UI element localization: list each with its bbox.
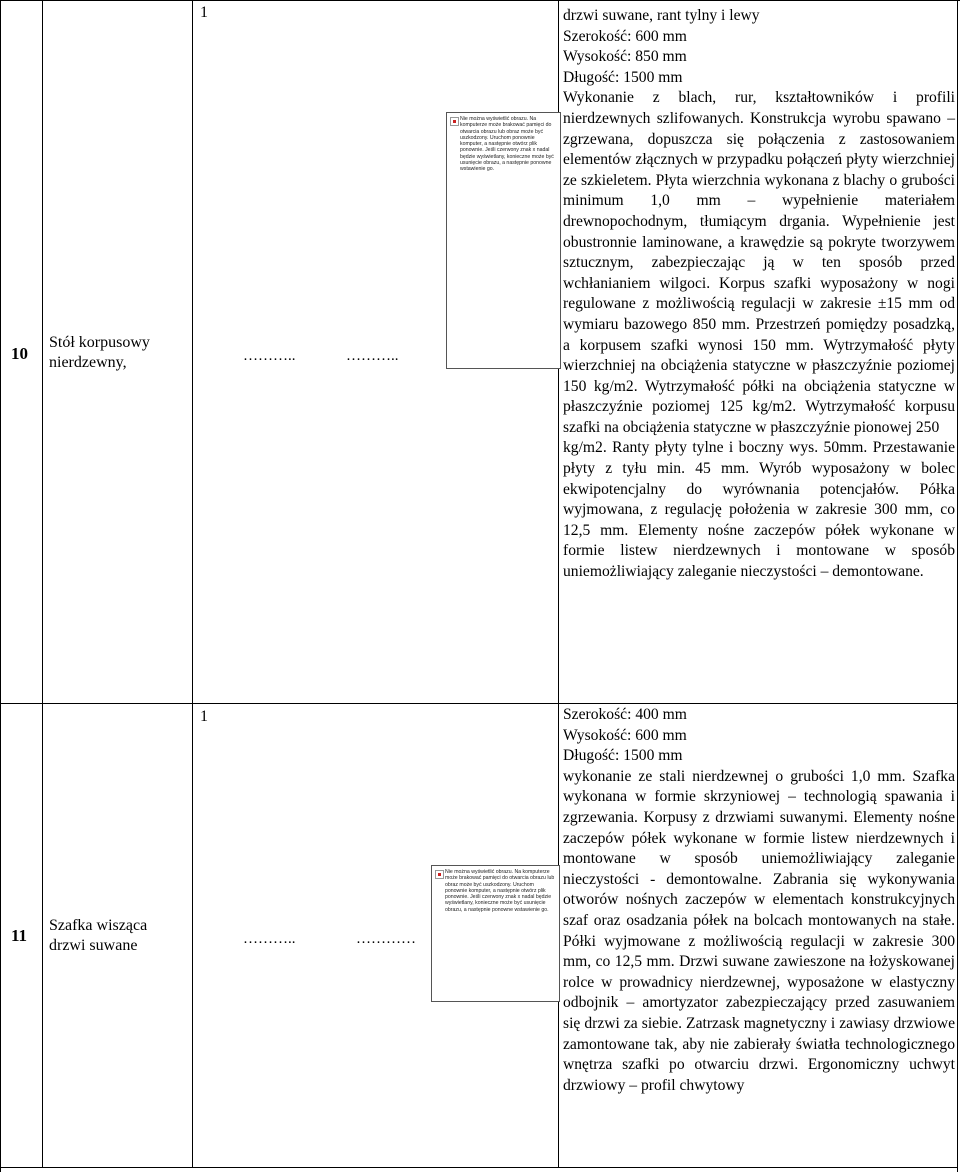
broken-image-placeholder [446,112,561,369]
table-border-bottom [0,1167,958,1168]
broken-image-icon [450,117,459,126]
broken-image-placeholder [431,865,560,1002]
item-name [49,333,150,373]
description-line: Wysokość: 850 mm [563,48,687,66]
description-paragraph: Wykonanie z blach, rur, kształtowników i profili nierdzewnych szlifowanych. Konstrukcja wyrobu spawano – zgrzewana, dopuszcza się połączenia z zastosowaniem elementów złącznych w przypadku połączeń płyty wierzchniej ze szkieletem. Płyta wierzchnia wykonana z blachy o grubości minimum 1,0 mm – wypełnienie materiałem drewnopochodnym, tłumiącym drgania. Wypełnienie jest obustronnie laminowane, a krawędzie są pokryte tworzywem sztucznym, zabezpieczając ją w ten sposób przed wchłanianiem wilgoci. Korpus szafki wyposażony w nogi regulowane z możliwością regulacji w zakresie ±15 mm od wymiaru bazowego 850 mm. Przestrzeń pomiędzy posadzką, a korpusem szafki wynosi 150 mm. Wytrzymałość płyty wierzchniej na obciążenia statyczne w płaszczyźnie poziomej 150 kg/m2. Wytrzymałość półki na obciążenia statyczne w płaszczyźnie poziomej 125 kg/m2. Wytrzymałość korpusu szafki na obciążenia statyczne w płaszczyźnie pionowej 250 [563,89,955,436]
column-divider-1 [42,0,43,1168]
description-paragraph: kg/m2. Ranty płyty tylne i boczny wys. 50mm. Przestawanie płyty z tyłu min. 45 mm. Wyrób wyposażony w bolec ekwipotencjalny do wyrównania potencjałów. Półka wyjmowana, z regulację położenia w zakresie 300 mm, co 12,5 mm. Elementy nośne zaczepów półek wykonane w formie listew nierdzewnych i montowane w sposób uniemożliwiający zaleganie nieczystości – demontowane. [563,439,955,581]
item-name [49,916,147,956]
placeholder-dots: ………… [356,931,416,947]
placeholder-dots: ……….. [243,931,296,947]
description-line: drzwi suwane, rant tylny i lewy [563,7,760,24]
placeholder-dots: ……….. [243,348,296,364]
description-line: Długość: 1500 mm [563,747,683,765]
broken-image-icon [435,870,444,879]
item-quantity: 1 [200,708,208,725]
image-error-message: Nie można wyświetlić obrazu. Na komputerze może brakować pamięci do otwarcia obrazu lub obraz może być uszkodzony. Uruchom ponownie komputer, a następnie otwórz plik ponownie. Jeśli czerwony znak x nadal będzie wyświetlany, konieczne może być usunięcie obrazu, a następnie ponowne wstawienie go. [460,116,554,173]
description-line: Wysokość: 600 mm [563,726,687,744]
description-line: Szerokość: 600 mm [563,27,687,45]
table-border-top [0,0,960,1]
item-quantity: 1 [200,4,208,21]
item-name-line: Szafka wisząca [49,917,148,934]
image-error-message: Nie można wyświetlić obrazu. Na komputerze może brakować pamięci do otwarcia obrazu lub obraz może być uszkodzony. Uruchom ponownie komputer, a następnie otwórz plik ponownie. Jeśli czerwony znak x nadal będzie wyświetlany, konieczne może być usunięcie obrazu, a następnie ponowne wstawienie go. [445,869,555,913]
description-line: Długość: 1500 mm [563,68,683,86]
column-divider-2 [192,0,193,1168]
item-description [563,705,955,1096]
item-name-line: nierdzewny, [49,354,127,371]
table-border-left [0,0,1,1172]
item-name-line: drzwi suwane [49,937,138,954]
table-border-right [957,0,958,1172]
row-number: 10 [11,344,28,363]
description-paragraph: wykonanie ze stali nierdzewnej o grubości 1,0 mm. Szafka wykonana w formie skrzyniowej – technologią spawania i zgrzewania. Korpusy z drzwiami suwanymi. Elementy nośne zaczepów półek wykonane w formie listew nierdzewnych i montowane w sposób uniemożliwiający zaleganie nieczystości - demontowalne. Zabrania się wykonywania otworów nośnych zaczepów w elementach konstrukcyjnych szaf oraz osadzania półek na bolcach montowanych na stałe. Półki wyjmowane z możliwością regulacji w zakresie 300 mm, co 12,5 mm. Drzwi suwane zawieszone na łożyskowanej rolce w prowadnicy nierdzewnej, wyposażone w elastyczny odbojnik – amortyzator zabezpieczający przed zasuwaniem się drzwi za siebie. Zatrzask magnetyczny i zawiasy drzwiowe zamontowane tak, aby nie zabierały światła technologicznego wnętrza szafki po otwarciu drzwi. Ergonomiczny uchwyt drzwiowy – profil chwytowy [563,767,955,1094]
row-number: 11 [11,926,28,945]
row-divider [0,703,958,704]
placeholder-dots: ……….. [346,348,399,364]
description-line: Szerokość: 400 mm [563,706,687,723]
item-name-line: Stół korpusowy [49,334,150,351]
item-description [563,6,955,583]
